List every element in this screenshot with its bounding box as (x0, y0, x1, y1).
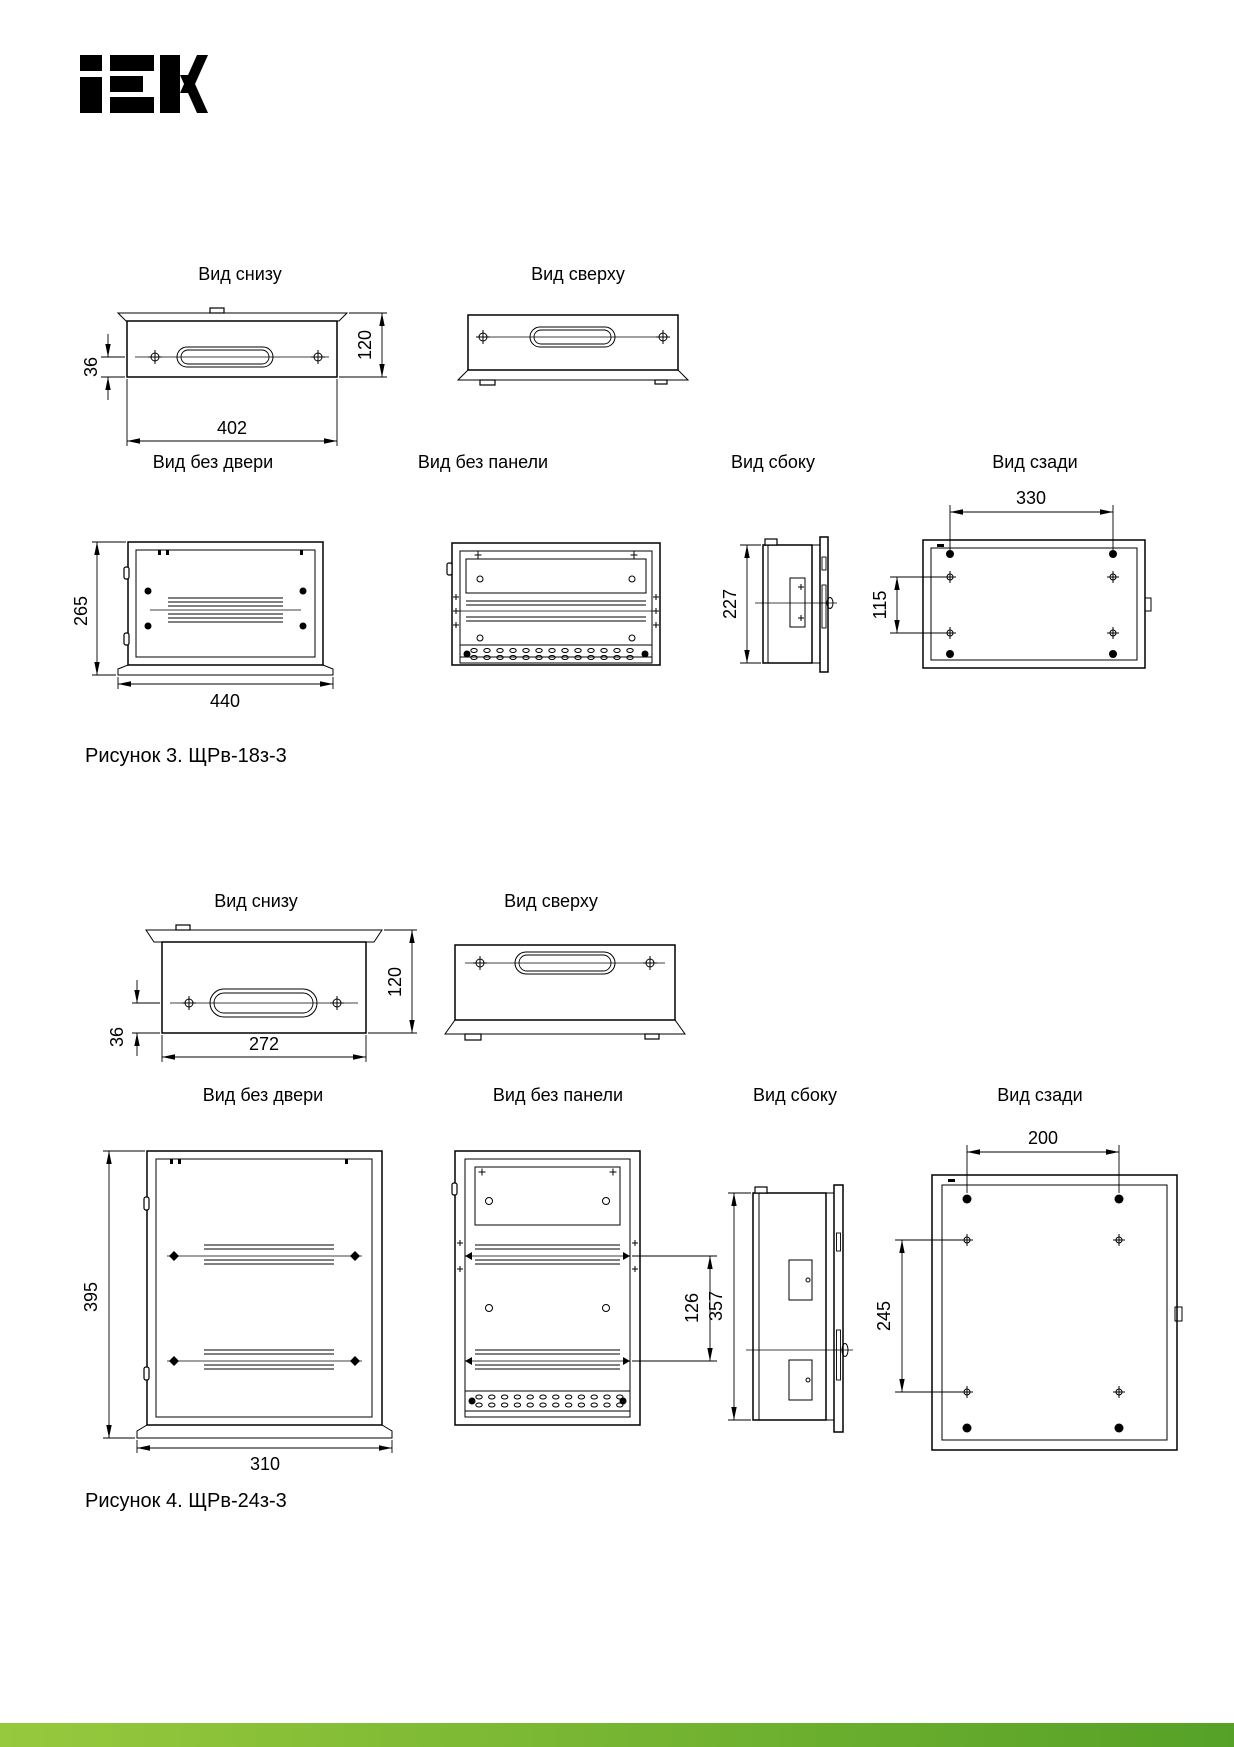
wall-screw-cross (453, 594, 459, 600)
perforation-row (476, 1403, 623, 1407)
iek-logo (80, 55, 208, 113)
enclosure-frame (147, 1151, 382, 1425)
mount-hole-cross (1107, 571, 1119, 583)
din-rail (454, 601, 658, 621)
enclosure-body (162, 942, 366, 1033)
panel-screw-dot (145, 623, 152, 630)
fig4-caption: Рисунок 4. ЩРв-24з-3 (85, 1490, 287, 1512)
mounting-flange (118, 665, 333, 675)
strip-screw-dot (469, 1398, 476, 1405)
fig4-label-no-panel: Вид без панели (492, 1085, 624, 1105)
enclosure-frame (452, 543, 660, 665)
fig3-view-bottom (81, 300, 395, 450)
mount-hole-cross (1107, 627, 1119, 639)
dim-value: 120 (355, 329, 375, 361)
keyhole-dot (946, 550, 954, 558)
catch-tick (300, 550, 303, 555)
mounting-plate (466, 559, 646, 593)
plate-screw-cross (475, 552, 482, 559)
wall-screw-cross (653, 622, 659, 628)
keyhole-dot (1115, 1424, 1124, 1433)
hinge-tab (480, 380, 495, 385)
wall-screw-cross (653, 594, 659, 600)
enclosure-body (468, 315, 678, 370)
strip-screw-dot (642, 651, 649, 658)
flange-slot (837, 1233, 841, 1251)
panel-screw-diamond (350, 1356, 360, 1366)
fig4-label-rear: Вид сзади (997, 1085, 1083, 1105)
fig3-label-no-door: Вид без двери (152, 452, 274, 472)
dim-value: 227 (720, 588, 740, 620)
dim-value: 120 (385, 966, 405, 998)
dimension-width (127, 379, 337, 446)
rail-end-mark (623, 1252, 630, 1260)
hinge-bump (144, 1197, 149, 1210)
mount-hole-cross (1113, 1386, 1125, 1398)
latch-mechanism (790, 578, 805, 627)
dimension-height (706, 1193, 751, 1420)
fig3-view-top (450, 300, 700, 395)
fig3-label-side: Вид сбоку (731, 452, 815, 472)
dim-value: 265 (71, 595, 91, 627)
enclosure-frame (128, 542, 323, 665)
plate-hole (477, 576, 483, 582)
fig4-view-no-door (75, 1145, 410, 1480)
mounting-plate (475, 1167, 620, 1225)
keyhole-dot (1109, 650, 1117, 658)
cutout (789, 1360, 812, 1400)
enclosure-frame (455, 1151, 640, 1425)
dim-value: 245 (874, 1300, 894, 1332)
dim-value: 440 (209, 691, 241, 711)
wall-screw-cross (653, 608, 659, 614)
catch-tick (948, 1179, 955, 1182)
fig3-view-no-door (71, 535, 398, 715)
top-bump (755, 1187, 767, 1193)
door-edge-flange (445, 1020, 685, 1040)
frame-inner (156, 1159, 372, 1417)
dimension-offset (107, 980, 160, 1056)
rail-end-mark (465, 1357, 472, 1365)
fig3-view-no-panel (390, 535, 690, 715)
dimension-depth (339, 313, 387, 377)
fig4-label-no-door: Вид без двери (202, 1085, 324, 1105)
plate-screw-cross (631, 552, 638, 559)
iek-logo-letters (80, 55, 208, 113)
footer-accent-bar (0, 1723, 1234, 1747)
fig4-label-top-view: Вид сверху (504, 891, 598, 911)
enclosure-body (455, 945, 675, 1020)
screw-mark (476, 330, 490, 344)
plate-hole (603, 1198, 610, 1205)
catch-tick (170, 1159, 173, 1164)
rail-end-mark (623, 1357, 630, 1365)
fig3-label-no-panel: Вид без панели (417, 452, 549, 472)
wall-screw-cross (632, 1266, 638, 1272)
perforated-strip (460, 645, 652, 663)
fig4-view-bottom (95, 885, 430, 1070)
screw-mark (473, 956, 487, 970)
screw-mark (643, 956, 657, 970)
cutout-notch (806, 1278, 810, 1282)
rail-end-mark (465, 1252, 472, 1260)
dimension-width (162, 1034, 366, 1062)
dim-value: 115 (870, 590, 890, 620)
catch-tick (345, 1159, 348, 1164)
dimension-mount-width (967, 1128, 1119, 1193)
panel-hole (477, 635, 483, 641)
lock-bump (210, 308, 224, 313)
enclosure-back (923, 540, 1145, 668)
strip-screw-dot (464, 651, 471, 658)
hinge-tab (645, 1034, 659, 1039)
hinge-tab (655, 380, 667, 384)
din-rail-1 (167, 1245, 362, 1264)
fig4-label-side: Вид сбоку (753, 1085, 837, 1105)
dimension-height (81, 1151, 145, 1438)
fig4-label-bottom-view: Вид снизу (214, 891, 298, 911)
keyhole-dot (1109, 550, 1117, 558)
lock-bump (176, 925, 190, 930)
wall-screw-cross (453, 608, 459, 614)
fig4-view-top (420, 935, 710, 1047)
hinge-bump (144, 1367, 149, 1380)
fig4-view-rear (860, 1115, 1200, 1465)
dim-value: 395 (81, 1281, 101, 1313)
panel-screw-dot (145, 588, 152, 595)
dim-value: 36 (107, 1026, 127, 1048)
latch-tab (1145, 598, 1151, 611)
dim-value: 272 (248, 1034, 280, 1054)
screw-mark (656, 330, 670, 344)
fig3-label-rear: Вид сзади (992, 452, 1078, 472)
keyhole-dot (963, 1195, 972, 1204)
flange-slot (837, 1330, 841, 1380)
fig3-view-rear (855, 470, 1165, 685)
dim-value: 310 (249, 1454, 281, 1474)
fig3-label-bottom-view: Вид снизу (198, 264, 282, 284)
keyhole-dot (1115, 1195, 1124, 1204)
panel-screw-diamond (169, 1356, 179, 1366)
screw-mark (182, 996, 196, 1010)
hinge-bump (124, 633, 129, 645)
plate-hole (486, 1198, 493, 1205)
cutout (789, 1260, 812, 1300)
latch-tab (1175, 1307, 1182, 1321)
hinge-bump (447, 563, 452, 575)
top-bump (765, 539, 777, 545)
din-rail-2 (167, 1350, 362, 1369)
panel-screw-dot (300, 588, 307, 595)
catch-tick (178, 1159, 181, 1164)
frame-inner (460, 551, 652, 657)
dimension-offset (81, 334, 125, 400)
dim-value: 200 (1027, 1128, 1059, 1148)
screw-mark (330, 996, 344, 1010)
cutout-notch (806, 1378, 810, 1382)
panel-screw-dot (300, 623, 307, 630)
door-edge-flange (146, 925, 382, 942)
mounting-flange (137, 1425, 392, 1438)
latch-screw-cross (798, 615, 804, 621)
dimension-mount-height (870, 577, 948, 633)
flange-slot (822, 585, 826, 628)
plate-screw-cross (610, 1169, 617, 1176)
keyhole-dot (946, 650, 954, 658)
din-rail (150, 598, 301, 622)
hinge-bump (452, 1183, 457, 1195)
panel-hole (603, 1305, 610, 1312)
din-rail-1 (465, 1245, 630, 1264)
door-edge-flange (118, 308, 347, 321)
din-rail-2 (465, 1350, 630, 1369)
perforation-row (471, 649, 633, 653)
wall-screw-cross (632, 1240, 638, 1246)
dim-value: 126 (682, 1292, 702, 1324)
wall-screw-cross (453, 622, 459, 628)
dim-value: 330 (1015, 488, 1047, 508)
dimension-width (118, 677, 333, 711)
flange-slot (822, 557, 826, 570)
dim-value: 402 (216, 418, 248, 438)
dim-value: 36 (81, 356, 101, 378)
fig4-view-no-panel (425, 1145, 735, 1480)
strip-screw-dot (620, 1398, 627, 1405)
enclosure-back (932, 1175, 1177, 1450)
fig3-caption: Рисунок 3. ЩРв-18з-3 (85, 745, 287, 767)
front-flange (834, 1185, 843, 1432)
back-inner (942, 1185, 1167, 1440)
dimension-width (137, 1440, 392, 1474)
hinge-bump (124, 567, 129, 579)
hinge-tab (465, 1034, 481, 1040)
dimension-depth (368, 930, 417, 1033)
dimension-height (720, 545, 761, 663)
wall-screw-cross (457, 1240, 463, 1246)
perforated-strip (465, 1391, 630, 1411)
fig3-view-side (700, 530, 860, 695)
panel-screw-diamond (350, 1251, 360, 1261)
plate-hole (629, 576, 635, 582)
dimension-height (71, 542, 126, 675)
plate-screw-cross (479, 1169, 486, 1176)
enclosure-body (127, 321, 337, 377)
screw-mark (148, 350, 162, 364)
back-inner (931, 548, 1137, 660)
mount-hole-cross (1113, 1234, 1125, 1246)
latch-screw-cross (798, 584, 804, 590)
catch-tick (166, 550, 169, 555)
screw-mark (311, 350, 325, 364)
panel-hole (486, 1305, 493, 1312)
keyhole-dot (963, 1424, 972, 1433)
door-edge-flange (458, 370, 688, 385)
catch-tick (937, 544, 944, 547)
panel-hole (629, 635, 635, 641)
wall-screw-cross (457, 1266, 463, 1272)
fig4-view-side (690, 1145, 865, 1460)
fig3-label-top-view: Вид сверху (531, 264, 625, 284)
dimension-mount-height (874, 1240, 965, 1392)
catch-tick (158, 550, 161, 555)
panel-screw-diamond (169, 1251, 179, 1261)
dim-value: 357 (706, 1290, 726, 1322)
frame-inner (136, 550, 315, 657)
perforation-row (476, 1395, 623, 1399)
